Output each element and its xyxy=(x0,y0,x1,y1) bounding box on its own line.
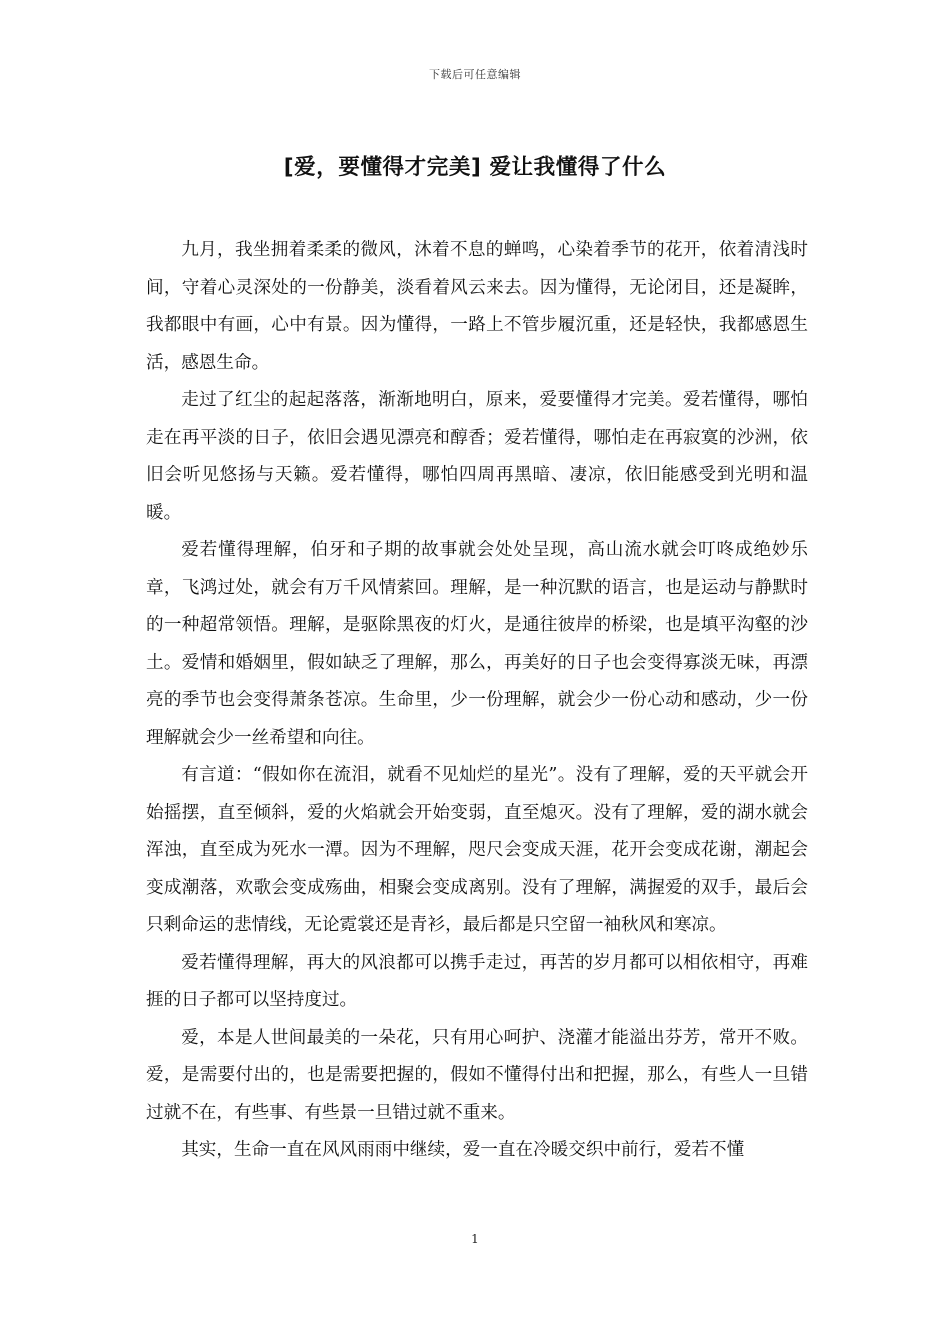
paragraph: 有言道：“假如你在流泪，就看不见灿烂的星光”。没有了理解，爱的天平就会开始摇摆，直至倾斜，爱的火焰就会开始变弱，直至熄灭。没有了理解，爱的湖水就会浑浊，直至成为死水一潭。因为不理解，咫尺会变成天涯，花开会变成花谢，潮起会变成潮落，欢歌会变成殇曲，相聚会变成离别。没有了理解，满握爱的双手，最后会只剩命运的悲情线，无论霓裳还是青衫，最后都是只空留一袖秋风和寒凉。 xyxy=(146,765,808,935)
paragraph: 爱，本是人世间最美的一朵花，只有用心呵护、浇灌才能溢出芬芳，常开不败。爱，是需要付出的，也是需要把握的，假如不懂得付出和把握，那么，有些人一旦错过就不在，有些事、有些景一旦错过就不重来。 xyxy=(146,1027,808,1123)
paragraph: 走过了红尘的起起落落，渐渐地明白，原来，爱要懂得才完美。爱若懂得，哪怕走在再平淡的日子，依旧会遇见漂亮和醇香；爱若懂得，哪怕走在再寂寞的沙洲，依旧会听见悠扬与天籁。爱若懂得，哪怕四周再黑暗、凄凉，依旧能感受到光明和温暖。 xyxy=(146,390,808,523)
paragraph: 其实，生命一直在风风雨雨中继续，爱一直在冷暖交织中前行，爱若不懂 xyxy=(181,1140,745,1160)
page-number: 1 xyxy=(471,1232,479,1246)
paragraph: 爱若懂得理解，再大的风浪都可以携手走过，再苦的岁月都可以相依相守，再难捱的日子都可以坚持度过。 xyxy=(146,952,808,1010)
paragraph: 爱若懂得理解，伯牙和子期的故事就会处处呈现，高山流水就会叮咚成绝妙乐章，飞鸿过处，就会有万千风情萦回。理解，是一种沉默的语言，也是运动与静默时的一种超常领悟。理解，是驱除黑夜的灯火，是通往彼岸的桥梁，也是填平沟壑的沙土。爱情和婚姻里，假如缺乏了理解，那么，再美好的日子也会变得寡淡无味，再漂亮的季节也会变得萧条苍凉。生命里，少一份理解，就会少一份心动和感动，少一份理解就会少一丝希望和向往。 xyxy=(146,540,808,748)
header-note: 下载后可任意编辑 xyxy=(429,68,521,81)
page-title: [爱，要懂得才完美] 爱让我懂得了什么 xyxy=(283,155,667,180)
article-body xyxy=(146,232,808,1170)
paragraph: 九月，我坐拥着柔柔的微风，沐着不息的蝉鸣，心染着季节的花开，依着清浅时间，守着心灵深处的一份静美，淡看着风云来去。因为懂得，无论闭目，还是凝眸，我都眼中有画，心中有景。因为懂得，一路上不管步履沉重，还是轻快，我都感恩生活，感恩生命。 xyxy=(146,240,808,373)
